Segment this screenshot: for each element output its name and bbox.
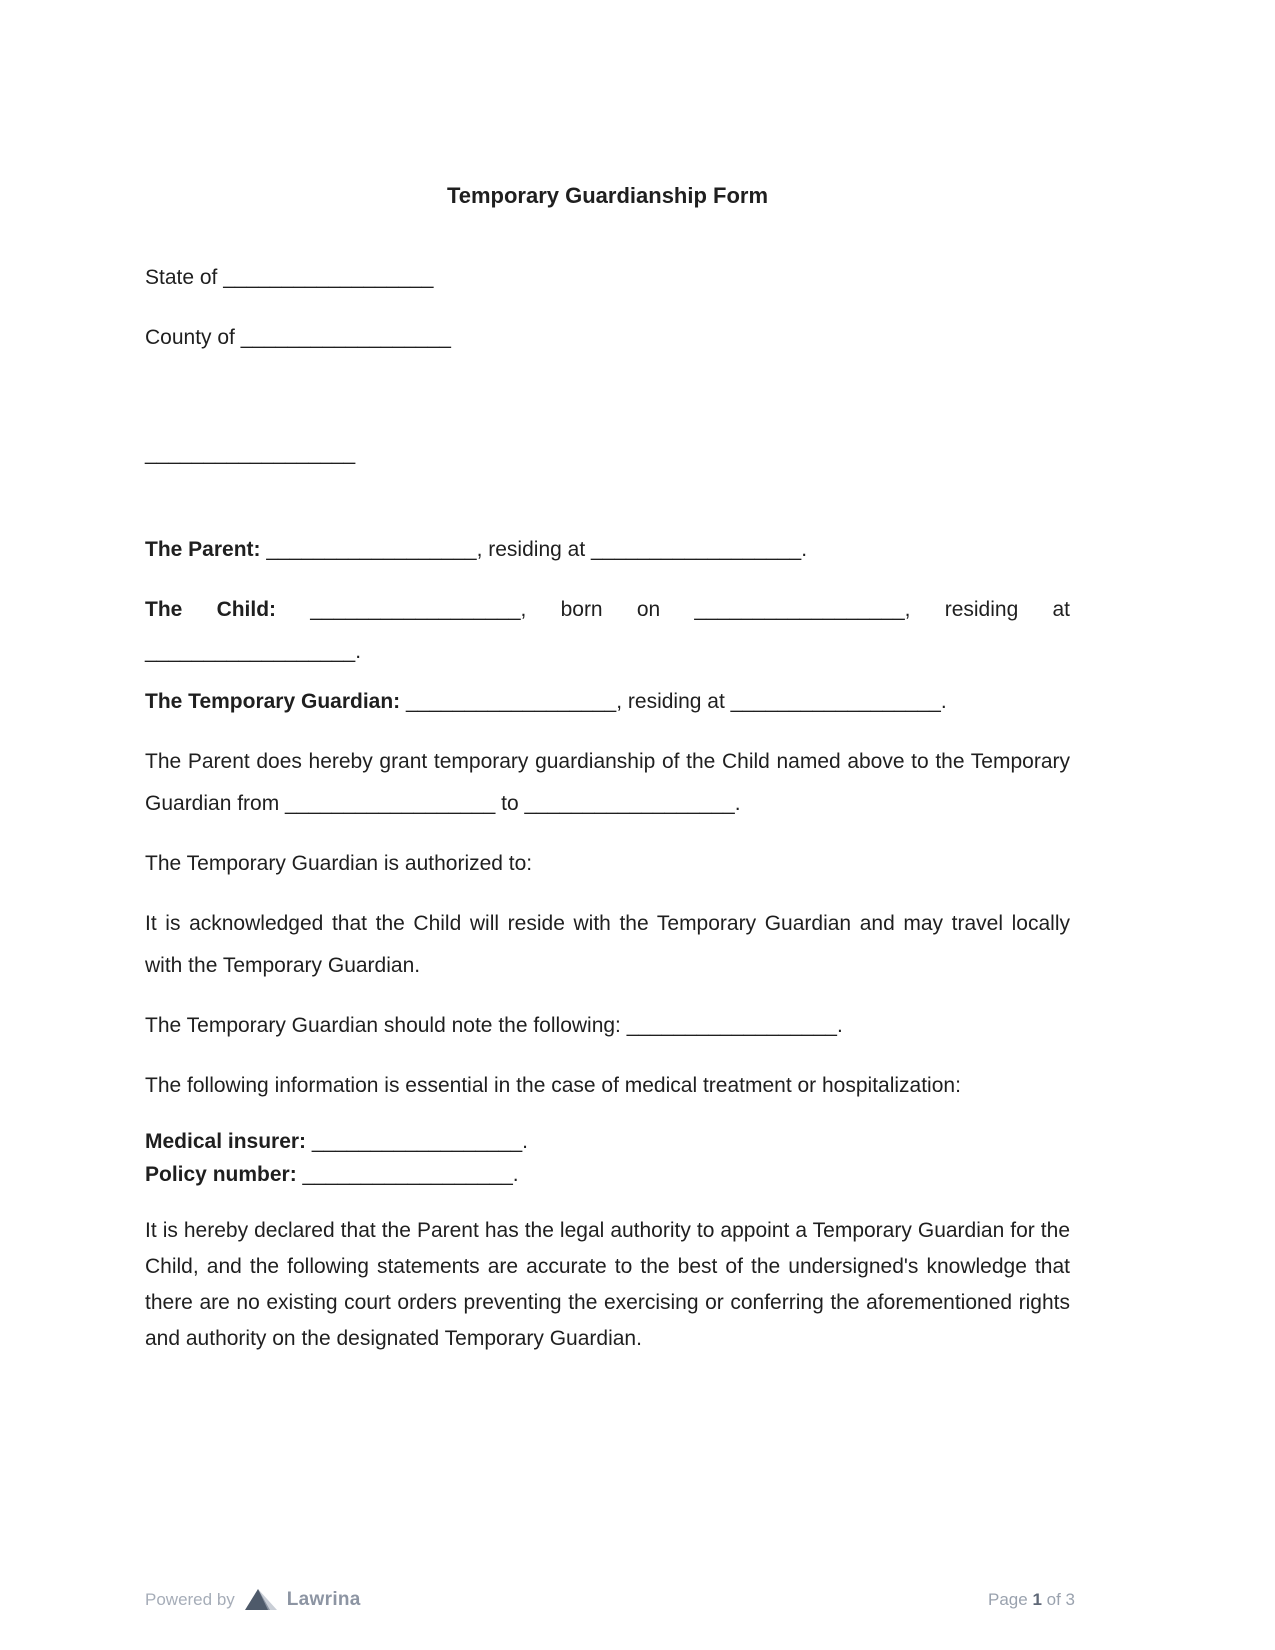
- policy-number-label: Policy number:: [145, 1163, 297, 1186]
- page-number: 1: [1032, 1589, 1042, 1609]
- county-of-line: County of __________________: [145, 326, 451, 349]
- page-label: Page: [988, 1589, 1028, 1609]
- child-label: The Child:: [145, 598, 277, 621]
- medical-insurer-label: Medical insurer:: [145, 1130, 307, 1153]
- standalone-blank-line: __________________: [145, 442, 356, 465]
- policy-number-blank: __________________.: [296, 1163, 519, 1186]
- document-title: Temporary Guardianship Form: [446, 183, 769, 208]
- state-of-line: State of __________________: [145, 266, 434, 289]
- parent-line: [145, 529, 1070, 571]
- medical-insurer-line: [145, 1125, 1070, 1158]
- authorized-line: The Temporary Guardian is authorized to:: [145, 852, 533, 875]
- powered-by-label: Powered by: [145, 1589, 235, 1609]
- declaration-paragraph: It is hereby declared that the Parent has the legal authority to appoint a Temporary Guardian for the Child, and the following statements are accurate to the best of the undersigned's knowledge that there are no existing court orders preventing the exercising or conferring the aforementioned rights and authority on the designated Temporary Guardian.: [145, 1219, 1070, 1350]
- child-blanks: __________________, born on __________________, residing at __________________.: [145, 598, 1071, 663]
- temporary-guardian-line: [145, 681, 1070, 723]
- acknowledged-paragraph: It is acknowledged that the Child will reside with the Temporary Guardian and may travel locally with the Temporary Guardian.: [145, 912, 1070, 977]
- powered-by-block: [145, 1588, 361, 1611]
- temporary-guardian-blanks: __________________, residing at __________________.: [400, 690, 947, 713]
- parent-label: The Parent:: [145, 538, 261, 561]
- child-line: [145, 589, 1070, 673]
- medical-intro-line: The following information is essential in the case of medical treatment or hospitalization:: [145, 1074, 961, 1097]
- page-total: of 3: [1046, 1589, 1075, 1609]
- grant-paragraph: The Parent does hereby grant temporary guardianship of the Child named above to the Temporary Guardian from __________________ to __________________.: [145, 750, 1070, 815]
- parent-blanks: __________________, residing at __________________.: [260, 538, 808, 561]
- temporary-guardian-label: The Temporary Guardian:: [145, 690, 401, 713]
- page-footer: [145, 1588, 1075, 1611]
- document-body: [145, 183, 1070, 1357]
- policy-number-line: [145, 1158, 1070, 1191]
- note-line: The Temporary Guardian should note the following: __________________.: [145, 1014, 843, 1037]
- page-indicator: [988, 1590, 1075, 1610]
- lawrina-mountain-logo-icon: [244, 1588, 278, 1611]
- lawrina-wordmark: Lawrina: [286, 1588, 361, 1610]
- medical-insurer-blank: __________________.: [306, 1130, 528, 1153]
